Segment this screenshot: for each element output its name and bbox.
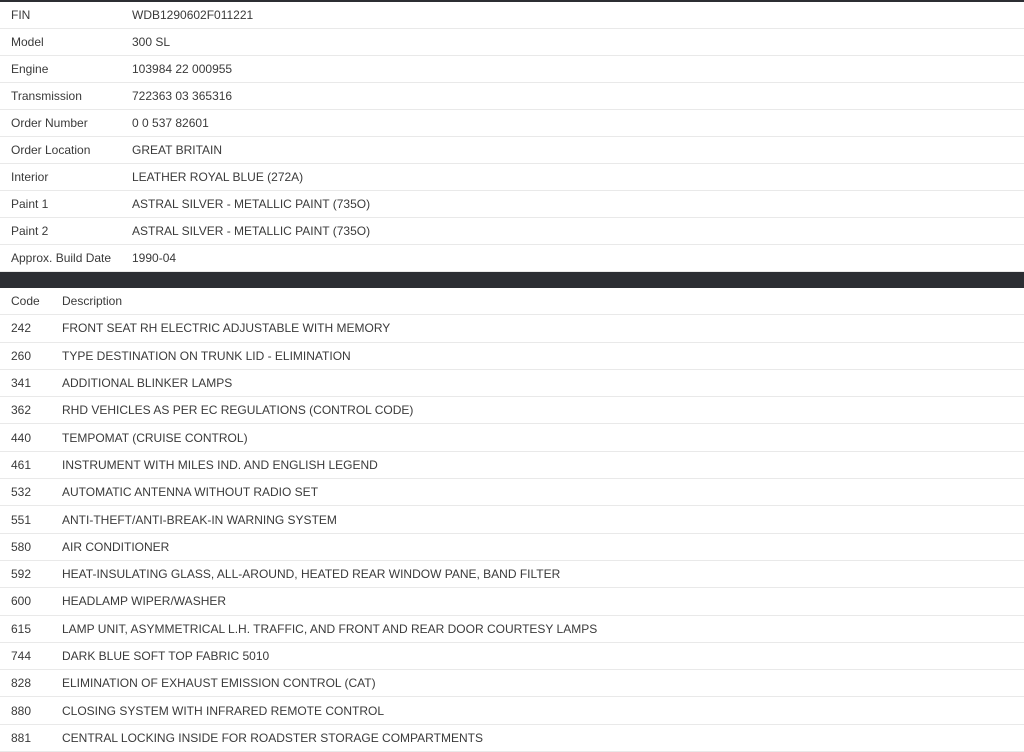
vehicle-info-section — [0, 2, 1024, 272]
equipment-code: 341 — [11, 376, 32, 391]
equipment-code-row — [0, 643, 1024, 670]
spec-row — [0, 218, 1024, 245]
equipment-code-row — [0, 697, 1024, 724]
equipment-description: TEMPOMAT (CRUISE CONTROL) — [62, 430, 248, 445]
spec-row — [0, 191, 1024, 218]
equipment-code: 260 — [11, 348, 32, 363]
equipment-description: LAMP UNIT, ASYMMETRICAL L.H. TRAFFIC, AND FRONT AND REAR DOOR COURTESY LAMPS — [62, 621, 598, 636]
spec-value: 1990-04 — [132, 251, 177, 265]
equipment-code-row — [0, 370, 1024, 397]
spec-row — [0, 110, 1024, 137]
equipment-code-row — [0, 670, 1024, 697]
equipment-code: 592 — [11, 567, 32, 582]
equipment-code: 461 — [11, 457, 32, 472]
equipment-code-row — [0, 397, 1024, 424]
equipment-code-row — [0, 561, 1024, 588]
equipment-description: DARK BLUE SOFT TOP FABRIC 5010 — [62, 649, 270, 663]
equipment-code-row — [0, 616, 1024, 643]
spec-value: ASTRAL SILVER - METALLIC PAINT (735O) — [132, 197, 371, 211]
equipment-code: 600 — [11, 594, 32, 609]
spec-label: FIN — [11, 8, 31, 22]
spec-value: 300 SL — [132, 35, 171, 49]
vehicle-info-list — [0, 2, 1024, 272]
equipment-code-row — [0, 315, 1024, 342]
equipment-description: HEADLAMP WIPER/WASHER — [62, 594, 227, 609]
spec-label: Approx. Build Date — [11, 251, 112, 265]
equipment-description: AIR CONDITIONER — [62, 539, 170, 554]
equipment-code: 881 — [11, 730, 32, 745]
equipment-description: HEAT-INSULATING GLASS, ALL-AROUND, HEATED REAR WINDOW PANE, BAND FILTER — [62, 567, 561, 582]
equipment-code: 744 — [11, 649, 32, 663]
spec-label: Order Location — [11, 143, 91, 157]
equipment-description: ANTI-THEFT/ANTI-BREAK-IN WARNING SYSTEM — [62, 512, 337, 527]
equipment-description: ADDITIONAL BLINKER LAMPS — [62, 376, 233, 391]
section-divider-bar — [0, 272, 1024, 288]
equipment-code: 828 — [11, 676, 32, 691]
spec-row — [0, 245, 1024, 272]
equipment-description: AUTOMATIC ANTENNA WITHOUT RADIO SET — [62, 485, 319, 500]
equipment-description: TYPE DESTINATION ON TRUNK LID - ELIMINATION — [62, 348, 351, 363]
equipment-code-row — [0, 452, 1024, 479]
spec-label: Engine — [11, 62, 49, 76]
spec-row — [0, 164, 1024, 191]
equipment-code: 532 — [11, 485, 32, 500]
equipment-description: ELIMINATION OF EXHAUST EMISSION CONTROL (CAT) — [62, 676, 376, 691]
spec-row — [0, 29, 1024, 56]
equipment-description: INSTRUMENT WITH MILES IND. AND ENGLISH LEGEND — [62, 457, 378, 472]
equipment-code-row — [0, 343, 1024, 370]
spec-value: ASTRAL SILVER - METALLIC PAINT (735O) — [132, 224, 371, 238]
equipment-code: 362 — [11, 403, 32, 418]
equipment-code: 580 — [11, 539, 32, 554]
equipment-code-row — [0, 424, 1024, 451]
equipment-code-row — [0, 534, 1024, 561]
equipment-code: 242 — [11, 321, 32, 336]
spec-label: Model — [11, 35, 44, 49]
spec-value: GREAT BRITAIN — [132, 143, 223, 157]
spec-row — [0, 2, 1024, 29]
equipment-code: 880 — [11, 703, 32, 718]
spec-value: 0 0 537 82601 — [132, 116, 209, 130]
spec-value: 103984 22 000955 — [132, 62, 233, 76]
equipment-codes-section — [0, 288, 1024, 752]
spec-value: LEATHER ROYAL BLUE (272A) — [132, 170, 304, 184]
spec-label: Interior — [11, 170, 49, 184]
spec-value: 722363 03 365316 — [132, 89, 233, 103]
equipment-description: FRONT SEAT RH ELECTRIC ADJUSTABLE WITH MEMORY — [62, 321, 391, 336]
equipment-table-header — [0, 288, 1024, 315]
equipment-code-row — [0, 588, 1024, 615]
spec-row — [0, 137, 1024, 164]
spec-label: Order Number — [11, 116, 88, 130]
equipment-code-row — [0, 506, 1024, 533]
equipment-code-row — [0, 725, 1024, 752]
equipment-code: 551 — [11, 512, 32, 527]
equipment-code-row — [0, 479, 1024, 506]
description-column-header: Description — [62, 294, 123, 309]
equipment-codes-list — [0, 315, 1024, 752]
spec-label: Paint 2 — [11, 224, 49, 238]
code-column-header: Code — [11, 294, 40, 309]
equipment-description: CENTRAL LOCKING INSIDE FOR ROADSTER STORAGE COMPARTMENTS — [62, 730, 483, 745]
spec-row — [0, 56, 1024, 83]
spec-label: Transmission — [11, 89, 82, 103]
equipment-description: RHD VEHICLES AS PER EC REGULATIONS (CONTROL CODE) — [62, 403, 414, 418]
spec-row — [0, 83, 1024, 110]
equipment-code: 615 — [11, 621, 32, 636]
equipment-description: CLOSING SYSTEM WITH INFRARED REMOTE CONTROL — [62, 703, 385, 718]
spec-value: WDB1290602F011221 — [132, 8, 254, 22]
spec-label: Paint 1 — [11, 197, 49, 211]
equipment-code: 440 — [11, 430, 32, 445]
